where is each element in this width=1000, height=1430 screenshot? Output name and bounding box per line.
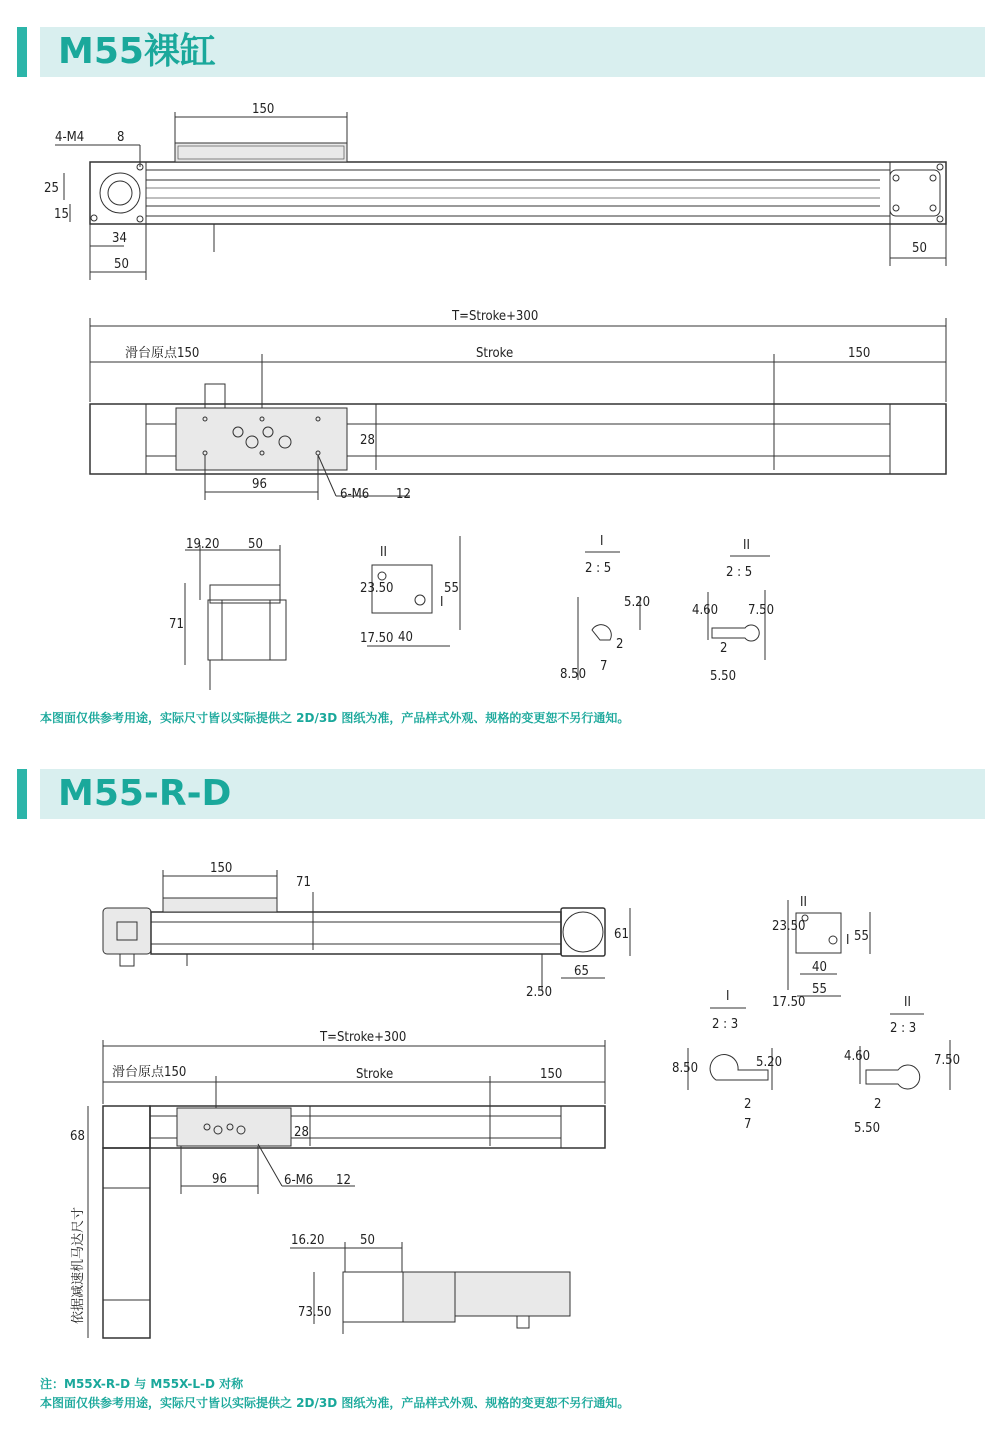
s1-top-dim-15: 15 [54, 207, 69, 222]
s2-side-dim-68: 68 [70, 1129, 85, 1144]
section-title-2: M55-R-D [58, 773, 232, 814]
s1-profile-dim-40: 40 [398, 630, 413, 645]
s1-detail-i-dim-850: 8.50 [560, 667, 587, 682]
s1-detail-ii-dim-2: 2 [720, 641, 728, 656]
s1-detail-ii-label: II [743, 538, 750, 553]
s2-side-motor-note: 依据减速机马达尺寸 [71, 1206, 86, 1324]
s2-top-view [103, 861, 630, 1000]
s2-side-dim-96: 96 [212, 1172, 227, 1187]
s1-front-dim-71: 71 [169, 617, 184, 632]
s1-top-dim-4m4: 4-M4 [55, 130, 85, 145]
s1-profile-dim-55: 55 [444, 581, 459, 596]
s1-top-dim-50b: 50 [912, 241, 927, 256]
s1-side-dim-150: 150 [848, 346, 871, 361]
s2-front-dim-50: 50 [360, 1233, 375, 1248]
s2-detail-ii-dim-750: 7.50 [934, 1053, 961, 1068]
s1-side-view [90, 309, 946, 502]
s1-side-dim-28: 28 [360, 433, 375, 448]
s1-profile-dim-1750: 17.50 [360, 631, 394, 646]
s2-detail-ii-dim-460: 4.60 [844, 1049, 871, 1064]
s2-top-dim-250: 2.50 [526, 985, 553, 1000]
s2-top-dim-71: 71 [296, 875, 311, 890]
s1-top-dim-150: 150 [252, 102, 275, 117]
s1-detail-i-dim-7: 7 [600, 659, 608, 674]
symmetry-note: 注：M55X-R-D 与 M55X-L-D 对称 [40, 1377, 244, 1391]
s1-front-dim-50: 50 [248, 537, 263, 552]
s2-profile-label-ii: II [800, 895, 807, 910]
s2-top-dim-65: 65 [574, 964, 589, 979]
s2-top-dim-61: 61 [614, 927, 629, 942]
s1-top-dim-8: 8 [117, 130, 125, 145]
s1-detail-ii-scale: 2 : 5 [726, 565, 753, 580]
s1-profile-label-i: I [440, 595, 444, 610]
s1-detail-i-scale: 2 : 5 [585, 561, 612, 576]
s1-top-dim-50a: 50 [114, 257, 129, 272]
s2-detail-ii-label: II [904, 995, 911, 1010]
s1-side-total: T=Stroke+300 [452, 309, 539, 324]
s2-profile-dim-55b: 55 [812, 982, 827, 997]
s2-detail-ii-dim-2: 2 [874, 1097, 882, 1112]
s1-detail-i-dim-2: 2 [616, 637, 624, 652]
s2-detail-ii-scale: 2 : 3 [890, 1021, 917, 1036]
s1-top-dim-34: 34 [112, 231, 127, 246]
s2-detail-ii [844, 995, 960, 1136]
disclaimer-2: 本图面仅供参考用途，实际尺寸皆以实际提供之 2D/3D 图纸为准，产品样式外观、规格的变更恕不另行通知。 [40, 1396, 630, 1410]
s1-detail-i [560, 534, 650, 682]
s2-detail-i-dim-850: 8.50 [672, 1061, 699, 1076]
s2-side-origin: 滑台原点150 [112, 1065, 187, 1080]
s2-front-dim-1620: 16.20 [291, 1233, 325, 1248]
s2-top-dim-150: 150 [210, 861, 233, 876]
s2-detail-i [672, 989, 782, 1132]
s2-side-dim-12: 12 [336, 1173, 351, 1188]
s2-profile-label-i: I [846, 933, 850, 948]
s1-side-dim-6m6: 6-M6 [340, 487, 370, 502]
s1-profile-view [360, 536, 460, 646]
s2-side-stroke: Stroke [356, 1067, 394, 1082]
s1-side-origin: 滑台原点150 [125, 346, 200, 361]
s2-detail-ii-dim-550: 5.50 [854, 1121, 881, 1136]
s2-side-dim-150: 150 [540, 1067, 563, 1082]
s1-top-dim-25: 25 [44, 181, 59, 196]
s2-side-total: T=Stroke+300 [320, 1030, 407, 1045]
s2-profile-view [772, 895, 870, 1010]
s1-detail-ii-dim-460: 4.60 [692, 603, 719, 618]
s2-detail-i-dim-2: 2 [744, 1097, 752, 1112]
s1-side-stroke: Stroke [476, 346, 514, 361]
s1-detail-i-label: I [600, 534, 604, 549]
s2-side-dim-6m6: 6-M6 [284, 1173, 314, 1188]
s2-detail-i-scale: 2 : 3 [712, 1017, 739, 1032]
s1-top-view [44, 102, 946, 280]
s2-profile-dim-2350: 23.50 [772, 919, 806, 934]
disclaimer-1: 本图面仅供参考用途，实际尺寸皆以实际提供之 2D/3D 图纸为准，产品样式外观、规格的变更恕不另行通知。 [40, 711, 630, 725]
s1-detail-ii-dim-550: 5.50 [710, 669, 737, 684]
section-title-1: M55裸缸 [58, 31, 216, 72]
s1-detail-i-dim-520: 5.20 [624, 595, 651, 610]
s2-profile-dim-1750: 17.50 [772, 995, 806, 1010]
s1-detail-ii [692, 538, 774, 684]
s1-side-dim-96: 96 [252, 477, 267, 492]
s1-profile-label-ii: II [380, 545, 387, 560]
s2-side-dim-28: 28 [294, 1125, 309, 1140]
s1-detail-ii-dim-750: 7.50 [748, 603, 775, 618]
s1-profile-dim-2350: 23.50 [360, 581, 394, 596]
s2-detail-i-label: I [726, 989, 730, 1004]
s1-side-dim-12: 12 [396, 487, 411, 502]
s2-detail-i-dim-7: 7 [744, 1117, 752, 1132]
s2-profile-dim-55a: 55 [854, 929, 869, 944]
s1-front-view [169, 537, 286, 690]
s1-front-dim-1920: 19.20 [186, 537, 220, 552]
s2-profile-dim-40: 40 [812, 960, 827, 975]
s2-front-dim-7350: 73.50 [298, 1305, 332, 1320]
s2-detail-i-dim-520: 5.20 [756, 1055, 783, 1070]
s2-front-view [290, 1233, 570, 1334]
